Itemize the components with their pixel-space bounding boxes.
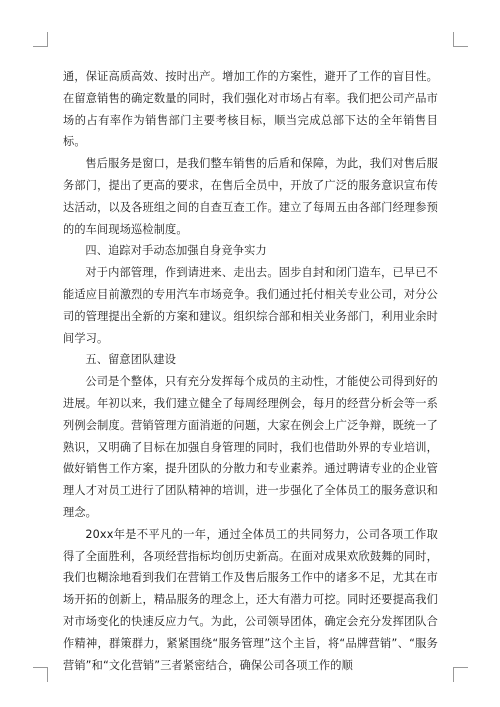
paragraph-internal-management: 对于内部管理，作到请进来、走出去。固步自封和闭门造车，已早已不能适应目前激烈的专用汽车市场竞争。我们通过托付相关专业公司，对分公司的管理提出全新的方案和建议。组织综合部和相关业务部门，利用业余时间学习。 xyxy=(63,266,438,345)
crop-mark-top-left xyxy=(33,32,48,47)
paragraph-year-summary: 20xx年是不平凡的一年，通过全体员工的共同努力，公司各项工作取得了全面胜利，各项经营指标均创历史新高。在面对成果欢欣鼓舞的同时，我们也糊涂地看到我们在营销工作及售后服务工作中的诸多不足，尤其在市场开拓的创新上，精品服务的理念上，还大有潜力可挖。同时还要提高我们对市场变化的快速反应力气。为此，公司领导团体，确定会充分发挥团队合作精神，群策群力，紧紧围绕“服务管理”这个主旨，将“品牌营销”、“服务营销”和“文化营销”三者紧密结合，确保公司各项工作的顺 xyxy=(63,527,438,672)
paragraph-production-sales: 通，保证高质高效、按时出产。增加工作的方案性，避开了工作的盲目性。在留意销售的确定数量的同时，我们强化对市场占有率。我们把公司产品市场的占有率作为销售部门主要考核目标，顺当完成总部下达的全年销售目标。 xyxy=(63,70,438,149)
crop-mark-bottom-right xyxy=(453,667,468,682)
paragraph-team-building: 公司是个整体，只有充分发挥每个成员的主动性，才能使公司得到好的进展。年初以来，我们建立健全了每周经理例会，每月的经营分析会等一系列例会制度。营销管理方面消逝的问题，大家在例会上广泛争辩，既统一了熟识，又明确了目标在加强自身管理的同时，我们也借助外界的专业培训，做好销售工作方案，提升团队的分散力和专业素养。通过聘请专业的企业管理人才对员工进行了团队精神的培训，进一步强化了全体员工的服务意识和理念。 xyxy=(63,375,438,519)
section-heading-team-building: 五、留意团队建设 xyxy=(85,353,177,367)
crop-mark-bottom-left xyxy=(33,667,48,682)
paragraph-after-sales-service: 售后服务是窗口，是我们整车销售的后盾和保障，为此，我们对售后服务部门，提出了更高的要求，在售后全员中，开放了广泛的服务意识宣布传达活动，以及各班组之间的自查互查工作。建立了每周五由各部门经理参预的的车间现场巡检制度。 xyxy=(63,157,438,236)
crop-mark-top-right xyxy=(453,32,468,47)
document-body xyxy=(63,66,438,676)
section-heading-competition: 四、追踪对手动态加强自身竞争实力 xyxy=(85,244,267,258)
